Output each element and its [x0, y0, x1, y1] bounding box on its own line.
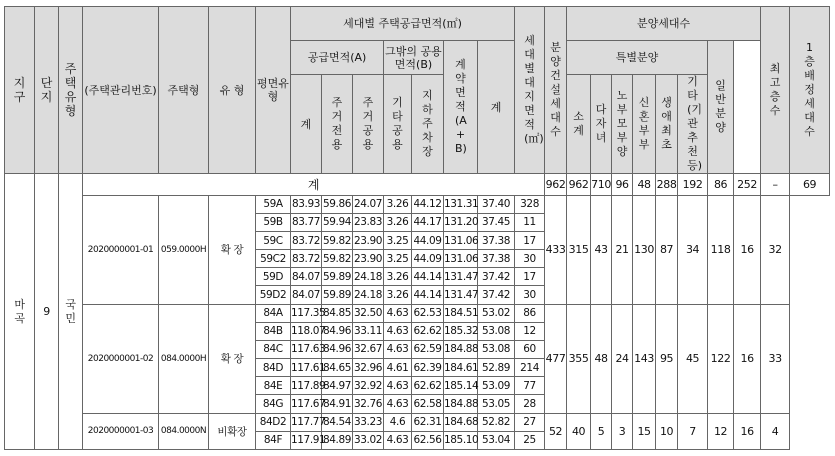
header-units-sale [545, 7, 567, 174]
header-first-floor [790, 7, 830, 174]
header-area-sum: 계 [291, 75, 322, 174]
group-first-floor-cell: 33 [761, 304, 790, 413]
group-multi-child-cell: 43 [591, 195, 612, 304]
header-residential-common [353, 75, 384, 174]
group-other-inst-cell: 34 [678, 195, 708, 304]
row-other-cell: 3.26 [384, 268, 412, 286]
row-private-cell: 59.82 [322, 250, 353, 268]
header-units-sale-text: 분양건설세대수 [550, 41, 561, 138]
area-type-cell: 84C [256, 340, 291, 358]
total-special-sum: 710 [591, 174, 612, 196]
area-type-cell: 59C2 [256, 250, 291, 268]
group-elderly-cell: 24 [612, 304, 633, 413]
row-units-cell: 214 [515, 359, 545, 377]
row-private-cell: 59.82 [322, 231, 353, 249]
row-other-cell: 4.63 [384, 395, 412, 413]
district-cell [5, 174, 35, 450]
row-contract-cell: 131.06 [444, 250, 478, 268]
row-sum-cell: 118.07 [291, 322, 322, 340]
total-max-floor: – [761, 174, 790, 196]
row-contract-cell: 131.47 [444, 286, 478, 304]
row-parking-cell: 62.62 [412, 322, 444, 340]
row-contract-cell: 131.20 [444, 213, 478, 231]
header-dist-sum: 계 [478, 41, 515, 174]
housing-type-cell-text: 국민 [65, 297, 76, 325]
group-first-home-cell: 10 [656, 413, 678, 450]
row-land-cell: 53.08 [478, 322, 515, 340]
header-contract-area [444, 41, 478, 174]
row-other-cell: 4.63 [384, 304, 412, 322]
row-land-cell: 37.45 [478, 213, 515, 231]
header-other-inst-text: 기타(기관추천 등) [687, 75, 702, 172]
header-supply-area-group: 세대별 주택공급면적(㎡) [291, 7, 515, 41]
row-contract-cell: 131.06 [444, 231, 478, 249]
group-multi-child-cell: 48 [591, 304, 612, 413]
header-special-sum-text: 소계 [573, 110, 584, 137]
area-type-cell: 59D2 [256, 286, 291, 304]
row-contract-cell: 185.14 [444, 377, 478, 395]
row-other-cell: 4.63 [384, 340, 412, 358]
group-first-floor-cell: 32 [761, 195, 790, 304]
row-private-cell: 59.89 [322, 268, 353, 286]
row-private-cell: 59.94 [322, 213, 353, 231]
header-supply-area: 공급면적(A) [291, 41, 384, 75]
group-first-home-cell: 87 [656, 195, 678, 304]
row-common-cell: 23.90 [353, 231, 384, 249]
total-newlywed: 288 [656, 174, 678, 196]
row-sum-cell: 117.35 [291, 304, 322, 322]
row-land-cell: 53.02 [478, 304, 515, 322]
group-first-home-cell: 95 [656, 304, 678, 413]
table-row [5, 195, 830, 213]
group-newlywed-cell: 15 [633, 413, 656, 450]
row-units-cell: 11 [515, 213, 545, 231]
header-elderly [612, 75, 633, 174]
row-contract-cell: 185.32 [444, 322, 478, 340]
row-common-cell: 23.83 [353, 213, 384, 231]
total-elderly: 48 [633, 174, 656, 196]
row-parking-cell: 62.53 [412, 304, 444, 322]
group-dist-sum-cell: 52 [545, 413, 567, 450]
row-land-cell: 53.04 [478, 431, 515, 449]
row-units-cell: 12 [515, 322, 545, 340]
group-newlywed-cell: 130 [633, 195, 656, 304]
row-other-cell: 3.26 [384, 213, 412, 231]
total-multi-child: 96 [612, 174, 633, 196]
row-units-cell: 60 [515, 340, 545, 358]
group-dist-sum-cell: 433 [545, 195, 567, 304]
header-other-text: 기타공용 [392, 96, 403, 151]
row-private-cell: 59.86 [322, 195, 353, 213]
housing-type-cell [59, 174, 83, 450]
row-contract-cell: 184.88 [444, 340, 478, 358]
group-special-sum-cell: 40 [567, 413, 591, 450]
row-land-cell: 52.89 [478, 359, 515, 377]
header-distribution-group: 분양세대수 [567, 7, 761, 41]
row-units-cell: 17 [515, 231, 545, 249]
header-newlywed-text: 신혼부부 [638, 96, 650, 151]
row-other-cell: 4.63 [384, 377, 412, 395]
total-units-sale: 962 [545, 174, 567, 196]
group-other-inst-cell: 7 [678, 413, 708, 450]
total-label: 계 [83, 174, 545, 196]
header-first-home [656, 75, 678, 174]
header-general-text: 일반분양 [715, 79, 726, 134]
row-land-cell: 53.05 [478, 395, 515, 413]
area-type-cell: 84E [256, 377, 291, 395]
row-common-cell: 33.02 [353, 431, 384, 449]
group-max-floor-cell: 16 [734, 195, 761, 304]
header-complex [35, 7, 59, 174]
area-type-cell: 84D2 [256, 413, 291, 431]
total-row [5, 174, 830, 196]
total-first-floor: 69 [790, 174, 830, 196]
group-general-cell: 12 [708, 413, 734, 450]
row-parking-cell: 62.58 [412, 395, 444, 413]
row-sum-cell: 117.89 [291, 377, 322, 395]
row-common-cell: 23.90 [353, 250, 384, 268]
house-type-cell: 084.0000H [159, 304, 209, 413]
row-parking-cell: 44.09 [412, 250, 444, 268]
kind-cell: 확 장 [209, 195, 256, 304]
row-private-cell: 84.54 [322, 413, 353, 431]
group-special-sum-cell: 355 [567, 304, 591, 413]
header-special-sum [567, 75, 591, 174]
table-container [4, 6, 830, 450]
header-land-area [515, 7, 545, 174]
row-units-cell: 30 [515, 250, 545, 268]
row-sum-cell: 84.07 [291, 286, 322, 304]
row-common-cell: 24.18 [353, 286, 384, 304]
header-other-common: 그밖의 공용면적(B) [384, 41, 444, 75]
table-row [5, 413, 830, 431]
header-house-type: 주택형 [159, 7, 209, 174]
header-area-type: 평면유형 [256, 7, 291, 174]
header-max-floor-text: 최고층수 [769, 62, 781, 117]
total-other-inst: 86 [708, 174, 734, 196]
house-type-cell: 059.0000H [159, 195, 209, 304]
row-parking-cell: 44.12 [412, 195, 444, 213]
row-land-cell: 37.38 [478, 231, 515, 249]
row-other-cell: 3.25 [384, 231, 412, 249]
row-common-cell: 33.11 [353, 322, 384, 340]
row-sum-cell: 117.77 [291, 413, 322, 431]
header-complex-text: 단지 [40, 76, 53, 104]
mgmt-no-cell: 2020000001-03 [83, 413, 159, 450]
header-private-text: 주거전용 [331, 96, 343, 151]
group-general-cell: 122 [708, 304, 734, 413]
row-parking-cell: 62.62 [412, 377, 444, 395]
header-district [5, 7, 35, 174]
group-elderly-cell: 21 [612, 195, 633, 304]
row-private-cell: 84.85 [322, 304, 353, 322]
row-sum-cell: 117.91 [291, 431, 322, 449]
header-residential-common-text: 주거공용 [362, 96, 374, 151]
header-mgmt-no: (주택관리번호) [83, 7, 159, 174]
header-private [322, 75, 353, 174]
row-sum-cell: 84.07 [291, 268, 322, 286]
total-first-home: 192 [678, 174, 708, 196]
header-first-floor-text: 1층배정세대수 [804, 41, 815, 138]
group-other-inst-cell: 45 [678, 304, 708, 413]
row-parking-cell: 62.56 [412, 431, 444, 449]
header-land-area-text: 세대별대지면적(㎡) [524, 34, 544, 145]
row-land-cell: 53.08 [478, 340, 515, 358]
total-dist-sum: 962 [567, 174, 591, 196]
header-housing-type [59, 7, 83, 174]
row-contract-cell: 131.31 [444, 195, 478, 213]
row-parking-cell: 44.14 [412, 286, 444, 304]
row-parking-cell: 62.31 [412, 413, 444, 431]
row-other-cell: 4.63 [384, 431, 412, 449]
row-contract-cell: 131.47 [444, 268, 478, 286]
table-row [5, 304, 830, 322]
area-type-cell: 59C [256, 231, 291, 249]
row-sum-cell: 83.72 [291, 231, 322, 249]
group-max-floor-cell: 16 [734, 304, 761, 413]
house-type-cell: 084.0000N [159, 413, 209, 450]
row-private-cell: 84.96 [322, 322, 353, 340]
row-land-cell: 37.42 [478, 286, 515, 304]
row-land-cell: 37.42 [478, 268, 515, 286]
header-first-home-text: 생애최초 [661, 96, 672, 151]
row-sum-cell: 117.67 [291, 395, 322, 413]
row-other-cell: 4.61 [384, 359, 412, 377]
header-elderly-text: 노부모부양 [616, 89, 628, 158]
row-sum-cell: 83.72 [291, 250, 322, 268]
row-units-cell: 25 [515, 431, 545, 449]
row-units-cell: 27 [515, 413, 545, 431]
header-kind: 유 형 [209, 7, 256, 174]
area-type-cell: 84D [256, 359, 291, 377]
mgmt-no-cell: 2020000001-02 [83, 304, 159, 413]
row-common-cell: 33.23 [353, 413, 384, 431]
row-sum-cell: 117.61 [291, 359, 322, 377]
group-dist-sum-cell: 477 [545, 304, 567, 413]
group-max-floor-cell: 16 [734, 413, 761, 450]
group-special-sum-cell: 315 [567, 195, 591, 304]
district-cell-text: 마곡 [14, 297, 25, 325]
row-contract-cell: 184.68 [444, 413, 478, 431]
kind-cell: 비확장 [209, 413, 256, 450]
row-common-cell: 24.18 [353, 268, 384, 286]
area-type-cell: 59D [256, 268, 291, 286]
row-units-cell: 77 [515, 377, 545, 395]
row-private-cell: 59.89 [322, 286, 353, 304]
header-housing-type-text: 주택유형 [64, 62, 77, 118]
group-general-cell: 118 [708, 195, 734, 304]
group-newlywed-cell: 143 [633, 304, 656, 413]
row-contract-cell: 185.10 [444, 431, 478, 449]
row-land-cell: 52.82 [478, 413, 515, 431]
row-land-cell: 37.38 [478, 250, 515, 268]
row-other-cell: 3.25 [384, 250, 412, 268]
header-special-group: 특별분양 [567, 41, 708, 75]
row-common-cell: 24.07 [353, 195, 384, 213]
row-land-cell: 53.09 [478, 377, 515, 395]
area-type-cell: 84A [256, 304, 291, 322]
row-other-cell: 3.26 [384, 286, 412, 304]
header-other-inst [678, 75, 708, 174]
group-first-floor-cell: 4 [761, 413, 790, 450]
row-units-cell: 328 [515, 195, 545, 213]
header-general [708, 41, 734, 174]
header-other [384, 75, 412, 174]
row-sum-cell: 83.93 [291, 195, 322, 213]
row-other-cell: 4.63 [384, 322, 412, 340]
row-contract-cell: 184.51 [444, 304, 478, 322]
area-type-cell: 84G [256, 395, 291, 413]
row-parking-cell: 44.17 [412, 213, 444, 231]
header-multi-child-text: 다자녀 [595, 103, 607, 144]
row-contract-cell: 184.61 [444, 359, 478, 377]
kind-cell: 확 장 [209, 304, 256, 413]
row-parking-cell: 62.39 [412, 359, 444, 377]
area-type-cell: 59B [256, 213, 291, 231]
header-contract-area-text: 계약면적(A+B) [455, 58, 467, 155]
area-type-cell: 84B [256, 322, 291, 340]
header-multi-child [591, 75, 612, 174]
row-contract-cell: 184.88 [444, 395, 478, 413]
total-general: 252 [734, 174, 761, 196]
area-type-cell: 84F [256, 431, 291, 449]
header-parking [412, 75, 444, 174]
row-units-cell: 30 [515, 286, 545, 304]
header-max-floor [761, 7, 790, 174]
row-parking-cell: 44.14 [412, 268, 444, 286]
row-common-cell: 32.76 [353, 395, 384, 413]
row-private-cell: 84.91 [322, 395, 353, 413]
header-district-text: 지구 [13, 76, 26, 104]
row-common-cell: 32.92 [353, 377, 384, 395]
mgmt-no-cell: 2020000001-01 [83, 195, 159, 304]
row-units-cell: 17 [515, 268, 545, 286]
row-common-cell: 32.50 [353, 304, 384, 322]
row-units-cell: 86 [515, 304, 545, 322]
area-type-cell: 59A [256, 195, 291, 213]
housing-supply-table [4, 6, 830, 450]
row-private-cell: 84.96 [322, 340, 353, 358]
row-other-cell: 4.6 [384, 413, 412, 431]
complex-cell: 9 [35, 174, 59, 450]
group-elderly-cell: 3 [612, 413, 633, 450]
row-private-cell: 84.97 [322, 377, 353, 395]
row-sum-cell: 117.63 [291, 340, 322, 358]
header-newlywed [633, 75, 656, 174]
row-land-cell: 37.40 [478, 195, 515, 213]
row-other-cell: 3.26 [384, 195, 412, 213]
group-multi-child-cell: 5 [591, 413, 612, 450]
row-parking-cell: 62.59 [412, 340, 444, 358]
row-common-cell: 32.67 [353, 340, 384, 358]
header-parking-text: 지하주차장 [422, 89, 433, 158]
row-private-cell: 84.89 [322, 431, 353, 449]
row-parking-cell: 44.09 [412, 231, 444, 249]
row-sum-cell: 83.77 [291, 213, 322, 231]
row-units-cell: 28 [515, 395, 545, 413]
row-common-cell: 32.96 [353, 359, 384, 377]
row-private-cell: 84.65 [322, 359, 353, 377]
